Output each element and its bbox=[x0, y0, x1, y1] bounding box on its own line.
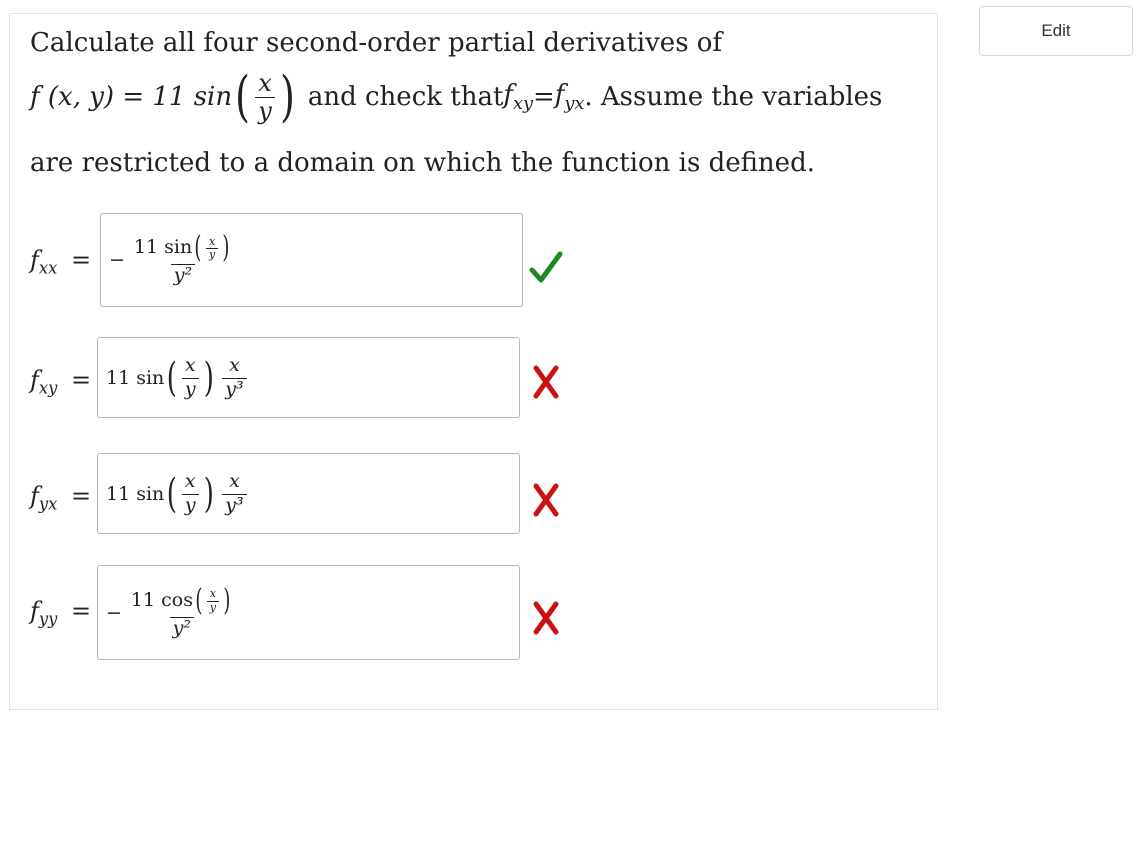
check-text: and check that bbox=[307, 82, 504, 113]
cross-icon bbox=[528, 480, 564, 520]
fxy-symbol: $f_{xy}$ bbox=[503, 80, 533, 115]
fxy-label: $f_{xy}$ = bbox=[30, 366, 92, 398]
equals-sign: = bbox=[533, 82, 555, 113]
function-lhs: f (x, y) = 11 sin bbox=[30, 82, 233, 113]
cross-icon bbox=[528, 598, 564, 638]
fraction-denominator: y bbox=[255, 97, 275, 124]
fyx-answer-input[interactable]: 11 sin ( $\frac{x}{y}$ ) $\frac{x}{\text{y³}}$ bbox=[97, 453, 520, 534]
fyx-symbol: $f_{yx}$ bbox=[554, 80, 585, 115]
edit-button[interactable]: Edit bbox=[979, 6, 1133, 56]
fyy-label: $f_{yy}$ = bbox=[30, 597, 92, 629]
fyx-label: $f_{yx}$ = bbox=[30, 482, 92, 514]
right-paren: ) bbox=[279, 65, 295, 129]
question-line-2 bbox=[30, 65, 883, 129]
question-line-3: are restricted to a domain on which the function is defined. bbox=[30, 148, 815, 178]
minus-sign: − bbox=[106, 601, 122, 624]
fxx-label: $f_{xx}$ = bbox=[30, 246, 92, 278]
coefficient: 11 bbox=[106, 366, 131, 389]
checkmark-icon bbox=[528, 248, 564, 288]
question-line-1: Calculate all four second-order partial derivatives of bbox=[30, 28, 723, 58]
assume-text: . Assume the variables bbox=[584, 82, 883, 113]
function-fraction bbox=[255, 70, 275, 125]
minus-sign: − bbox=[109, 249, 125, 271]
coefficient: 11 bbox=[106, 482, 131, 505]
fyy-answer-input[interactable] bbox=[97, 565, 520, 660]
answer-fraction: 11 cos ( $\frac{x}{y}$ ) y² bbox=[130, 582, 231, 639]
answer-fraction: 11 sin ( $\frac{x}{y}$ ) y² bbox=[133, 230, 230, 287]
cross-icon bbox=[528, 362, 564, 402]
trig-function: sin bbox=[136, 482, 165, 505]
trig-function: sin bbox=[136, 366, 165, 389]
question-card bbox=[9, 13, 938, 710]
fxx-answer-input[interactable] bbox=[100, 213, 523, 307]
fxy-answer-input[interactable]: 11 sin ( $\frac{x}{y}$ ) $\frac{x}{\text{y³}}$ bbox=[97, 337, 520, 418]
fraction-numerator: x bbox=[258, 69, 272, 97]
left-paren: ( bbox=[235, 65, 251, 129]
